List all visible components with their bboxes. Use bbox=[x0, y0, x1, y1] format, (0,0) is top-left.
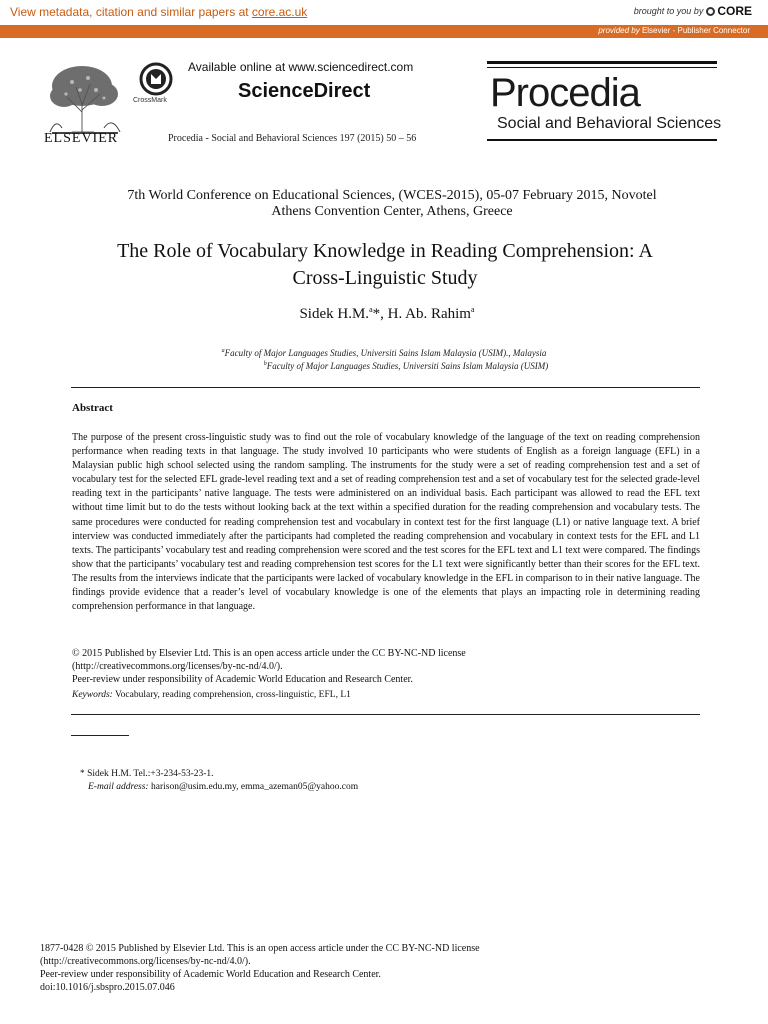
author-1: Sidek H.M. bbox=[299, 306, 370, 322]
footnote-email[interactable]: harison@usim.edu.my, emma_azeman05@yahoo.com bbox=[148, 782, 359, 792]
conference-line-2: Athens Convention Center, Athens, Greece bbox=[271, 204, 513, 219]
footnote-email-row bbox=[80, 781, 358, 794]
license-link[interactable]: (http://creativecommons.org/licenses/by-nc-nd/4.0/). bbox=[72, 661, 283, 672]
abstract-bottom-rule bbox=[71, 714, 700, 715]
available-online-text: Available online at www.sciencedirect.com bbox=[188, 60, 414, 74]
paper-title bbox=[60, 238, 710, 292]
peer-review-line: Peer-review under responsibility of Academic World Education and Research Center. bbox=[72, 674, 413, 685]
core-logo-text: CORE bbox=[717, 4, 752, 18]
core-ac-uk-link[interactable]: core.ac.uk bbox=[251, 5, 308, 19]
paper-title-line-2: Cross-Linguistic Study bbox=[292, 267, 478, 289]
affiliation-a-text: Faculty of Major Languages Studies, Universiti Sains Islam Malaysia (USIM)., Malaysia bbox=[224, 348, 547, 358]
abstract-heading: Abstract bbox=[72, 402, 113, 414]
keywords-label: Keywords: bbox=[72, 690, 113, 700]
doi[interactable]: doi:10.1016/j.sbspro.2015.07.046 bbox=[40, 982, 175, 993]
brought-to-you-text: brought to you by bbox=[633, 6, 704, 16]
procedia-bottom-rule bbox=[487, 139, 717, 141]
author-1-affil-mark: a bbox=[369, 305, 373, 314]
footnote-rule bbox=[71, 735, 129, 736]
keywords bbox=[72, 690, 351, 700]
core-metadata-link-row bbox=[10, 5, 307, 19]
abstract-body: The purpose of the present cross-linguistic study was to find out the role of vocabulary knowledge of the language of the text on reading comprehension performance when reading texts in that language. The study involved 10 participants who were students of English as a foreign language (EFL) in a Malaysian public high school selected using the random sampling. The instruments for the study were a set of reading comprehension test and a set of vocabulary test for the selected EFL grade-level reading text and a set of reading comprehension test and a set of vocabulary test for the selected grade-level reading text in the participants’ native language. The tests were administered on an individual basis. Each participant was allowed to read the EFL text without time limit but to do the tests without looking back at the text within a specified duration for the reading comprehension and vocabulary tests. The same procedures were conducted for reading comprehension test and vocabulary in context test for the first language (L1) or native language text. A brief interview was conducted immediately after the participants had completed the reading comprehension and vocabulary in context tests for the EFL and L1 texts. The participants’ vocabulary test and reading comprehension were scored and the test scores for the EFL text and L1 text were compared. The findings show that the participants’ vocabulary test and reading comprehension test scores for the L1 text were significantly better than their scores for the EFL text. The results from the interviews indicate that the participants were lacked of vocabulary knowledge in the EFL in comparison to in their native language. The findings provide evidence that a reader’s level of vocabulary knowledge is one of the elements that plays an impacting role in determining reading comprehension performance in that language. bbox=[72, 432, 700, 613]
conference-line-1: 7th World Conference on Educational Sciences, (WCES-2015), 05-07 February 2015, Novotel bbox=[127, 188, 657, 203]
bottom-peer-review: Peer-review under responsibility of Academic World Education and Research Center. bbox=[40, 969, 381, 980]
procedia-top-rules bbox=[487, 61, 717, 68]
conference-info bbox=[72, 188, 712, 220]
license-line-1: © 2015 Published by Elsevier Ltd. This is an open access article under the CC BY-NC-ND license bbox=[72, 648, 466, 659]
procedia-subtitle: Social and Behavioral Sciences bbox=[497, 115, 722, 132]
core-logo bbox=[706, 4, 752, 18]
sciencedirect-logo: ScienceDirect bbox=[238, 80, 371, 102]
core-brand[interactable] bbox=[634, 4, 752, 18]
core-top-bar bbox=[0, 0, 768, 26]
provider-bar bbox=[0, 25, 768, 38]
procedia-title: Procedia bbox=[490, 71, 640, 115]
bottom-license-line: 1877-0428 © 2015 Published by Elsevier Ltd. This is an open access article under the CC BY-NC-ND license bbox=[40, 943, 480, 954]
corresponding-author-footnote bbox=[80, 768, 358, 794]
author-2-affil-mark: a bbox=[470, 305, 475, 314]
keywords-text: Vocabulary, reading comprehension, cross-linguistic, EFL, L1 bbox=[112, 690, 351, 700]
core-metadata-text: View metadata, citation and similar papers at bbox=[10, 5, 252, 19]
affiliation-b-mark: b bbox=[263, 361, 267, 367]
author-2: *, H. Ab. Rahim bbox=[372, 306, 471, 322]
footnote-author-tel: * Sidek H.M. Tel.:+3-234-53-23-1. bbox=[80, 769, 214, 779]
authors bbox=[72, 305, 702, 323]
footnote-email-label: E-mail address: bbox=[88, 782, 149, 792]
affiliation-b-text: Faculty of Major Languages Studies, Universiti Sains Islam Malaysia (USIM) bbox=[266, 361, 549, 371]
elsevier-wordmark: ELSEVIER bbox=[44, 131, 119, 146]
crossmark-label: CrossMark bbox=[133, 97, 167, 104]
abstract-top-rule bbox=[71, 387, 700, 388]
journal-reference: Procedia - Social and Behavioral Sciences 197 (2015) 50 – 56 bbox=[168, 133, 417, 144]
paper-title-line-1: The Role of Vocabulary Knowledge in Reading Comprehension: A bbox=[117, 240, 653, 262]
provider-name: Elsevier - Publisher Connector bbox=[639, 26, 750, 35]
bottom-license-link[interactable]: (http://creativecommons.org/licenses/by-nc-nd/4.0/). bbox=[40, 956, 251, 967]
license-block bbox=[72, 647, 700, 686]
core-ring-icon bbox=[706, 7, 715, 16]
bottom-publication-info bbox=[40, 942, 480, 994]
affiliation-a-mark: a bbox=[221, 348, 225, 354]
affiliation-b bbox=[56, 361, 756, 371]
provided-by-label: provided by bbox=[598, 26, 640, 35]
affiliation-a bbox=[34, 348, 734, 358]
